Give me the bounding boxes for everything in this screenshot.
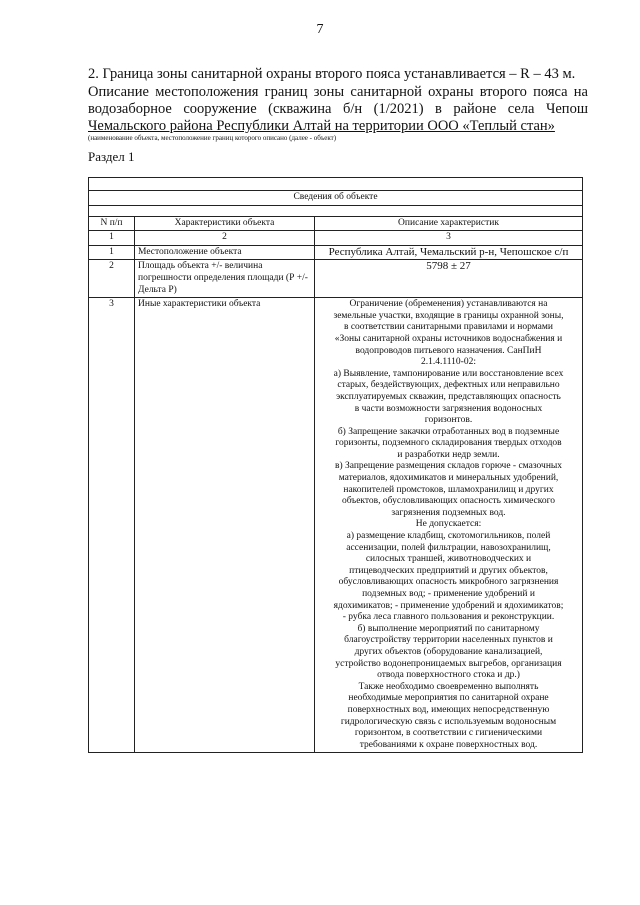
characteristic-line: Также необходимо своевременно выполнять [358, 681, 539, 692]
characteristic-line: загрязнения подземных вод. [391, 507, 506, 518]
characteristic-line: 2.1.4.1110-02: [421, 357, 476, 368]
characteristic-line: устройство водонепроницаемых выгребов, организация [335, 658, 562, 669]
row-name: Местоположение объекта [135, 245, 315, 260]
characteristic-line: Ограничение (обременения) устанавливаются на [349, 299, 548, 310]
characteristic-line: старых, бездействующих, дефектных или неправильно [337, 380, 560, 391]
characteristic-line: других объектов (оборудование канализацией, [354, 646, 543, 657]
characteristic-line: а) размещение кладбищ, скотомогильников, полей [346, 531, 551, 542]
col-header-name: Характеристики объекта [135, 216, 315, 231]
characteristic-line: горизонтом, в соответствии с гигиеническими [354, 728, 543, 739]
characteristic-line: силосных траншей, животноводческих и [365, 554, 532, 565]
characteristic-line: накопителей промстоков, шламохранилищ и других [343, 484, 554, 495]
characteristic-line: материалов, ядохимикатов и минеральных удобрений, [338, 473, 559, 484]
characteristic-line: в части возможности загрязнения водоносных [354, 403, 543, 414]
col-number-1: 1 [89, 231, 135, 246]
characteristic-line: поверхностных вод, имеющих непосредственную [347, 704, 550, 715]
col-header-num: N п/п [89, 216, 135, 231]
characteristic-line: обусловливающих опасность микробного загрязнения [338, 577, 559, 588]
row-value-lines [315, 298, 583, 753]
table-row [89, 260, 583, 298]
characteristic-line: горизонтов. [424, 415, 473, 426]
characteristic-line: «Зоны санитарной охраны источников водоснабжения и [334, 333, 563, 344]
characteristic-line: гидрологическую связь с используемым водоносным [340, 716, 557, 727]
characteristic-line: отвода поверхностного стока и др.) [377, 670, 520, 681]
characteristic-line: водопроводов питьевого назначения. СанПиН [355, 345, 542, 356]
characteristic-line: птицеводческих предприятий и других объектов, [349, 565, 548, 576]
col-number-3: 3 [315, 231, 583, 246]
characteristic-line: ассенизации, полей фильтрации, навозохранилищ, [346, 542, 551, 553]
characteristic-line: горизонты, подземного складирования твердых отходов [335, 438, 562, 449]
row-value: 5798 ± 27 [315, 260, 583, 298]
characteristic-line: - рубка леса главного пользования и реконструкции. [342, 612, 555, 623]
characteristic-line: и разработки недр земли. [397, 449, 500, 460]
table-row [89, 298, 583, 753]
table-row [89, 245, 583, 260]
row-num: 2 [89, 260, 135, 298]
characteristic-line: ядохимикатов; - применение удобрений и ядохимикатов; [333, 600, 564, 611]
col-header-value: Описание характеристик [315, 216, 583, 231]
note: (наименование объекта, местоположение границ которого описано (далее - объект) [88, 134, 337, 142]
row-name: Иные характеристики объекта [135, 298, 315, 753]
description-underlined: Чемальского района Республики Алтай на территории ООО «Теплый стан» [88, 118, 555, 134]
characteristic-line: в соответствии санитарными правилами и нормами [343, 322, 553, 333]
characteristic-line: благоустройству территории населенных пунктов и [344, 635, 553, 646]
characteristic-line: требованиями к охране поверхностных вод. [359, 739, 538, 750]
heading: 2. Граница зоны санитарной охраны второго пояса устанавливается – R – 43 м. [88, 66, 576, 82]
characteristic-line: Не допускается: [415, 519, 482, 530]
characteristic-line: подземных вод; - применение удобрений и [362, 589, 535, 599]
characteristic-line: земельные участки, входящие в границы охранной зоны, [333, 310, 564, 321]
table-blank-row [89, 205, 583, 216]
description-start: Описание местоположения границ зоны санитарной охраны второго пояса на водозаборное сооружение (скважина б/н (1/2021) в районе села Чепош [88, 84, 588, 117]
table-top-spacer [89, 178, 583, 191]
characteristic-line: эксплуатируемых скважин, представляющих опасность [336, 391, 561, 402]
row-num: 3 [89, 298, 135, 753]
characteristic-line: в) Запрещение размещения складов горюче - смазочных [334, 461, 563, 472]
row-value: Республика Алтай, Чемальский р-н, Чепошское с/п [315, 245, 583, 260]
characteristic-line: б) выполнение мероприятий по санитарному [357, 623, 540, 634]
page-number: 7 [316, 22, 324, 37]
section-label: Раздел 1 [88, 149, 135, 164]
col-number-2: 2 [135, 231, 315, 246]
characteristic-line: б) Запрещение закачки отработанных вод в подземные [337, 426, 560, 437]
characteristic-line: объектов, обусловливающих опасность химического [341, 496, 556, 507]
characteristic-line: а) Выявление, тампонирование или восстановление всех [333, 368, 564, 379]
characteristic-line: необходимые мероприятия по санитарной охране [348, 693, 549, 704]
row-num: 1 [89, 245, 135, 260]
object-table [88, 177, 583, 753]
row-name: Площадь объекта +/- величина погрешности определения площади (Р +/- Дельта Р) [135, 260, 315, 298]
table-title: Сведения об объекте [89, 191, 583, 206]
description [88, 84, 588, 135]
